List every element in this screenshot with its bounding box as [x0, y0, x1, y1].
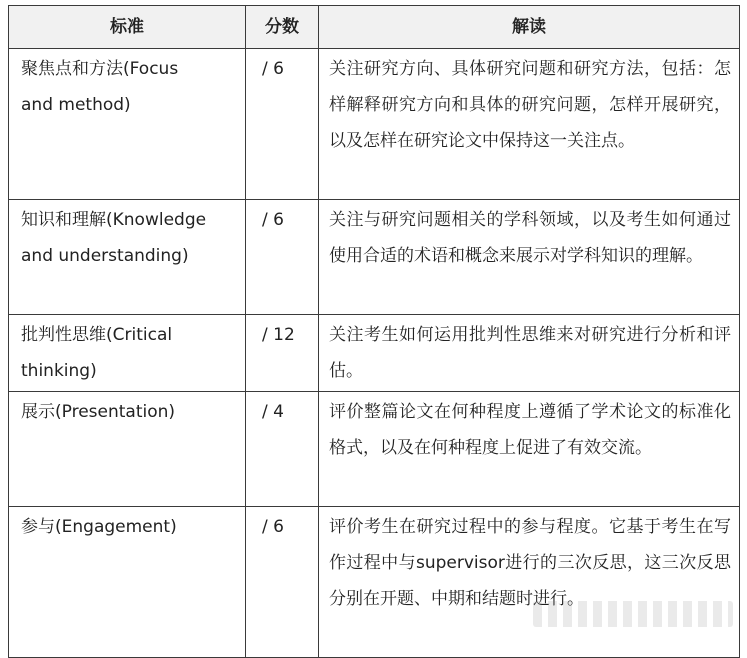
criterion-label: 聚焦点和方法(Focus [21, 59, 179, 79]
score-cell: / 6 [246, 49, 319, 200]
description-cell [319, 507, 740, 658]
header-interpretation: 解读 [319, 6, 740, 49]
description-cell [319, 200, 740, 315]
assessment-criteria-table [8, 5, 740, 658]
score-cell: / 6 [246, 507, 319, 658]
header-score: 分数 [246, 6, 319, 49]
score-cell: / 6 [246, 200, 319, 315]
description-text: 关注考生如何运用批判性思维来对研究进行分析和评估。 [329, 325, 731, 381]
table-row [9, 507, 740, 658]
description-text: 关注研究方向、具体研究问题和研究方法，包括：怎样解释研究方向和具体的研究问题，怎样开展研究，以及怎样在研究论文中保持这一关注点。 [329, 59, 731, 151]
table-row [9, 315, 740, 392]
table-header-row [9, 6, 740, 49]
criterion-label: 展示(Presentation) [21, 402, 176, 422]
table-row [9, 49, 740, 200]
criterion-label: 知识和理解(Knowledge [21, 210, 207, 230]
table-row [9, 392, 740, 507]
criterion-cell [9, 392, 246, 507]
criterion-cell [9, 507, 246, 658]
description-cell [319, 49, 740, 200]
criterion-cell [9, 49, 246, 200]
description-cell [319, 315, 740, 392]
criterion-label: 批判性思维(Critical [21, 325, 173, 345]
faded-watermark [533, 601, 733, 627]
criterion-label: and method) [21, 95, 131, 115]
description-text: 关注与研究问题相关的学科领域，以及考生如何通过使用合适的术语和概念来展示对学科知识的理解。 [329, 210, 731, 266]
score-cell: / 4 [246, 392, 319, 507]
score-cell: / 12 [246, 315, 319, 392]
criterion-cell [9, 200, 246, 315]
description-cell [319, 392, 740, 507]
criterion-cell [9, 315, 246, 392]
description-text: 评价考生在研究过程中的参与程度。它基于考生在写作过程中与supervisor进行的三次反思，这三次反思分别在开题、中期和结题时进行。 [329, 517, 731, 609]
description-text: 评价整篇论文在何种程度上遵循了学术论文的标准化格式，以及在何种程度上促进了有效交流。 [329, 402, 731, 458]
criterion-label: 参与(Engagement) [21, 517, 177, 537]
header-criterion: 标准 [9, 6, 246, 49]
table-row [9, 200, 740, 315]
criterion-label: and understanding) [21, 246, 189, 266]
criterion-label: thinking) [21, 361, 97, 381]
